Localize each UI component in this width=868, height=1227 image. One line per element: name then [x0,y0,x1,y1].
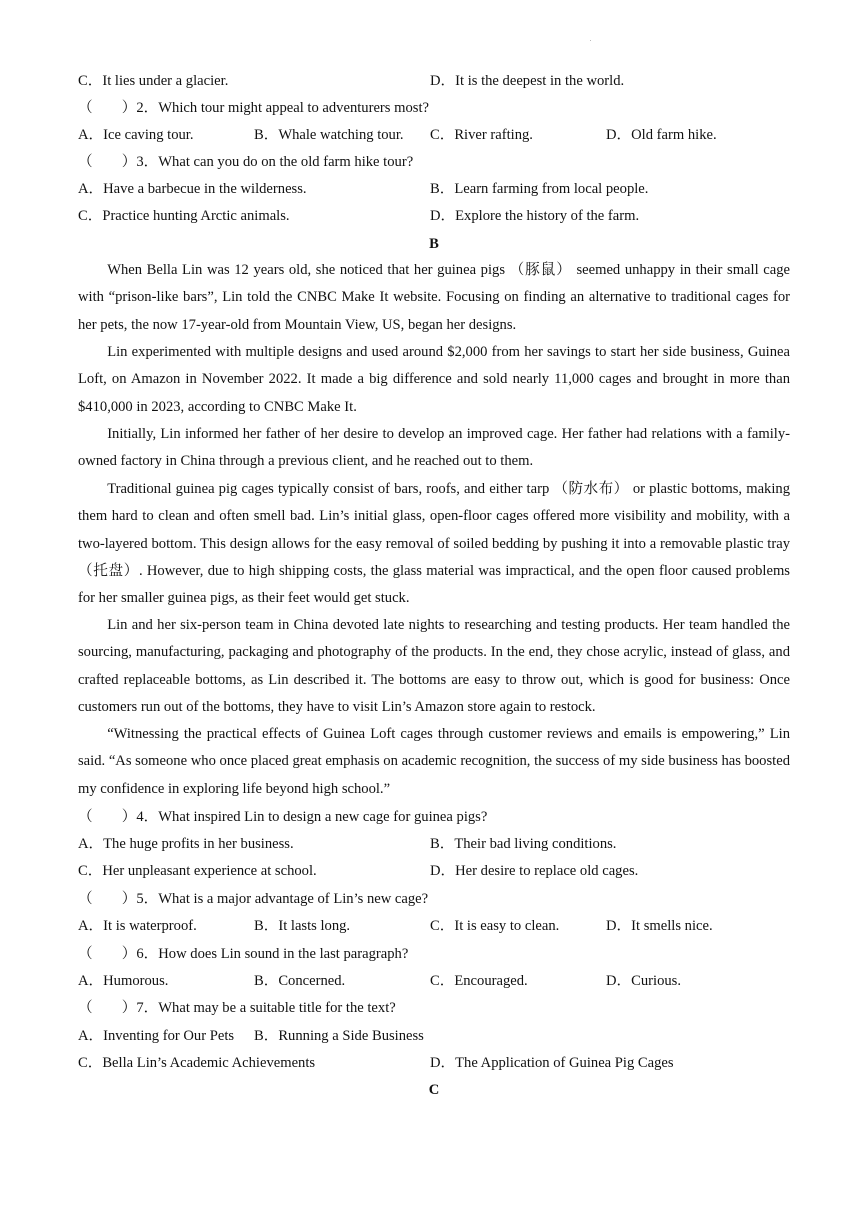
q4-options-row-1 [78,833,790,855]
q5-option-d: D．It smells nice. [606,918,713,934]
q5-option-b: B．It lasts long. [254,918,351,934]
q5-options-row [78,915,790,937]
q2-option-a: A．Ice caving tour. [78,127,194,143]
q4-option-d: D．Her desire to replace old cages. [430,863,639,879]
q1-options-row [78,70,790,92]
passage-paragraph-1: When Bella Lin was 12 years old, she noticed that her guinea pigs （豚鼠） seemed unhappy in their small cage with “prison-like bars”, Lin told the CNBC Make It website. Focusing on finding an alternative to traditional cages for her pets, the now 17-year-old from Mountain View, US, began her designs. [78,262,790,333]
scan-speck [590,40,591,41]
q7-option-d: D．The Application of Guinea Pig Cages [430,1055,674,1071]
q4-option-a: A．The huge profits in her business. [78,836,294,852]
q3-option-b: B．Learn farming from local people. [430,181,649,197]
section-b-heading: B [429,236,439,252]
q4-option-b: B．Their bad living conditions. [430,836,617,852]
passage-paragraph-3: Initially, Lin informed her father of her desire to develop an improved cage. Her father had relations with a family-owned factory in China through a previous client, and he reached out to them. [78,426,790,470]
q2-option-d: D．Old farm hike. [606,127,717,143]
q7-options-row-1 [78,1025,790,1047]
q7-option-b: B．Running a Side Business [254,1028,424,1044]
q4-option-c: C．Her unpleasant experience at school. [78,863,317,879]
q3-options-row-2 [78,205,790,227]
passage-paragraph-5: Lin and her six-person team in China devoted late nights to researching and testing products. Her team handled the sourcing, manufacturing, packaging and photography of the products. In the end, they chose acrylic, instead of glass, and crafted replaceable bottoms, as Lin described it. The bottoms are easy to throw out, which is good for business: Once customers run out of the bottoms, they have to visit Lin’s Amazon store again to restock. [78,617,790,715]
q3-option-d: D．Explore the history of the farm. [430,208,640,224]
q3-stem: （ ）3．What can you do on the old farm hike tour? [78,154,414,170]
q3-option-a: A．Have a barbecue in the wilderness. [78,181,307,197]
q4-options-row-2 [78,860,790,882]
q7-option-a: A．Inventing for Our Pets [78,1028,235,1044]
q6-options-row [78,970,790,992]
q2-option-c: C．River rafting. [430,127,533,143]
q1-option-c: C．It lies under a glacier. [78,73,229,89]
q7-options-row-2 [78,1052,790,1074]
passage-paragraph-4: Traditional guinea pig cages typically consist of bars, roofs, and either tarp （防水布） or plastic bottoms, making them hard to clean and often smell bad. Lin’s initial glass, open-floor cages offered more visibility and mobility, with a two-layered bottom. This design allows for the easy removal of soiled bedding by pushing it into a removable plastic tray （托盘）. However, due to high shipping costs, the glass material was impractical, and the open floor caused problems for her smaller guinea pigs, as their feet would get stuck. [78,481,790,607]
q2-option-b: B．Whale watching tour. [254,127,404,143]
q7-option-c: C．Bella Lin’s Academic Achievements [78,1055,316,1071]
q4-stem: （ ）4．What inspired Lin to design a new cage for guinea pigs? [78,809,488,825]
q5-stem: （ ）5．What is a major advantage of Lin’s new cage? [78,891,429,907]
section-c-heading: C [428,1082,440,1098]
q6-option-b: B．Concerned. [254,973,346,989]
q5-option-c: C．It is easy to clean. [430,918,560,934]
passage-paragraph-2: Lin experimented with multiple designs and used around $2,000 from her savings to start her side business, Guinea Loft, on Amazon in November 2022. It made a big difference and sold nearly 11,000 cages and brought in more than $410,000 in 2023, according to CNBC Make It. [78,344,790,415]
q6-option-c: C．Encouraged. [430,973,528,989]
q5-option-a: A．It is waterproof. [78,918,197,934]
q6-option-d: D．Curious. [606,973,681,989]
q6-stem: （ ）6．How does Lin sound in the last paragraph? [78,946,409,962]
q2-stem: （ ）2．Which tour might appeal to adventurers most? [78,100,429,116]
q7-stem: （ ）7．What may be a suitable title for the text? [78,1000,396,1016]
q3-option-c: C．Practice hunting Arctic animals. [78,208,290,224]
q6-option-a: A．Humorous. [78,973,169,989]
q1-option-d: D．It is the deepest in the world. [430,73,625,89]
q3-options-row-1 [78,178,790,200]
passage-paragraph-6: “Witnessing the practical effects of Guinea Loft cages through customer reviews and emails is empowering,” Lin said. “As someone who once placed great emphasis on academic recognition, the success of my side business has boosted my confidence in exploring life beyond high school.” [78,726,790,797]
q2-options-row [78,124,790,146]
